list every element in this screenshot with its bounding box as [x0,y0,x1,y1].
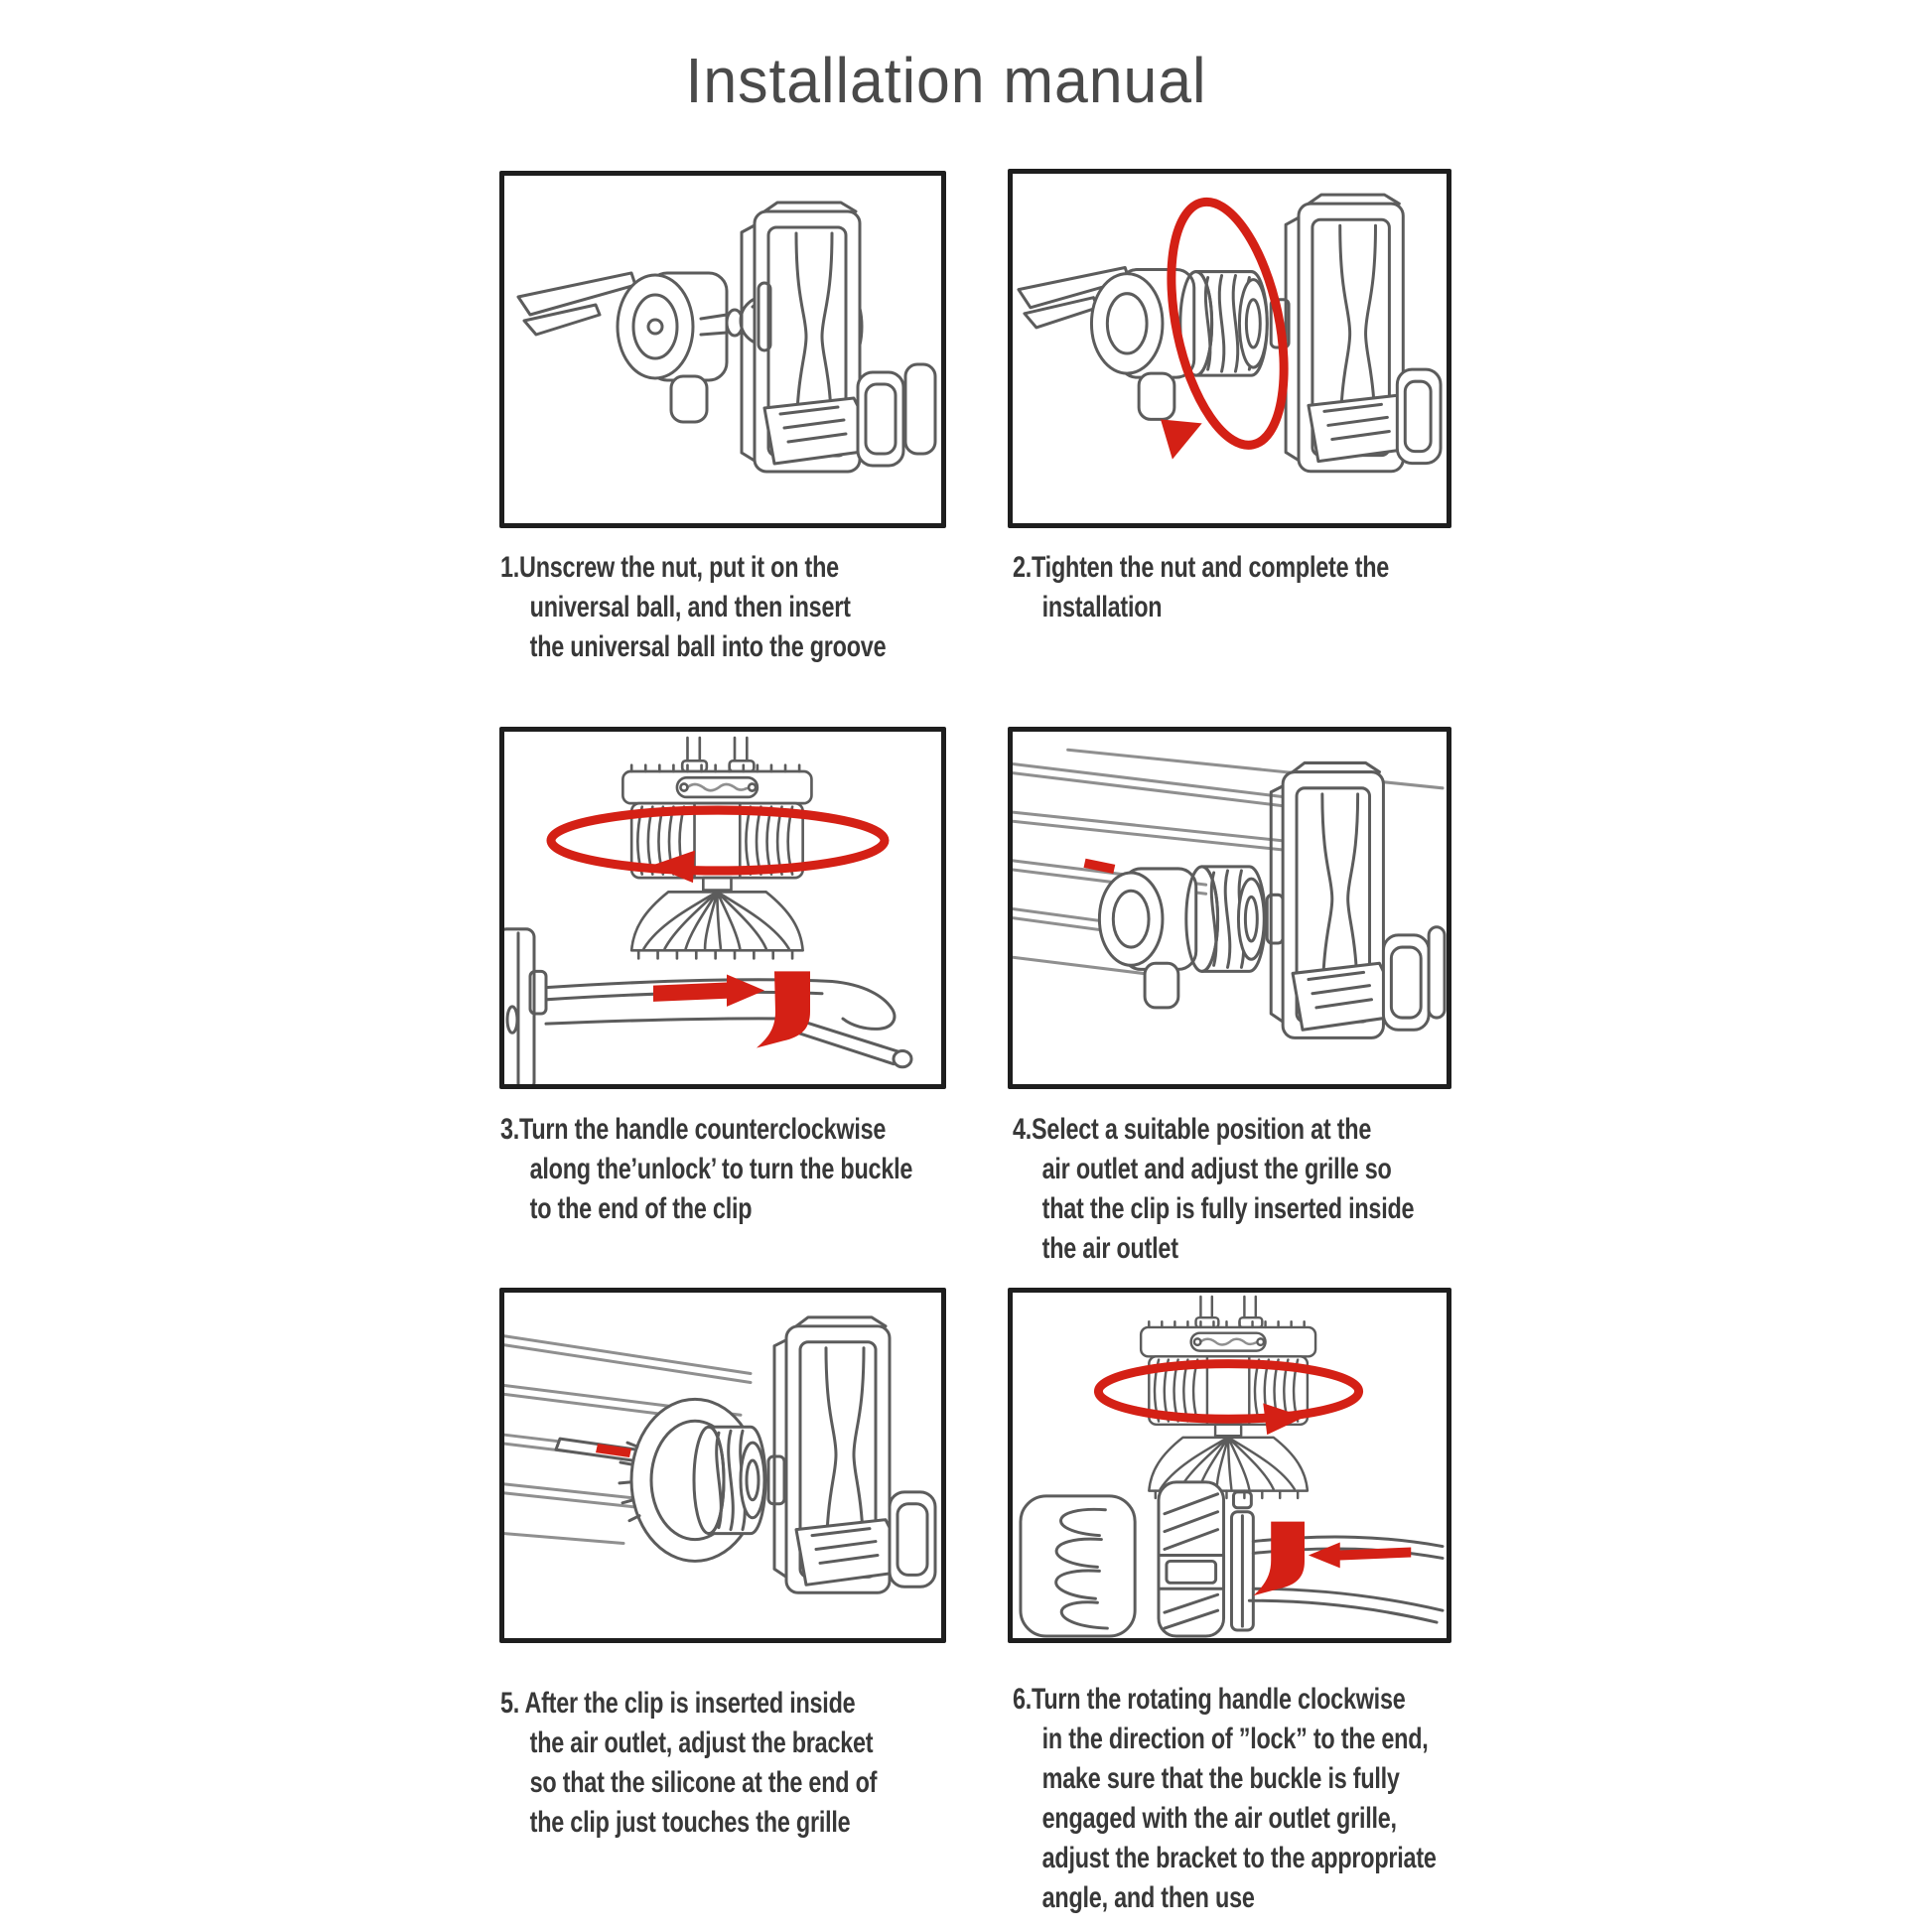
bracket-drawing [1286,195,1441,472]
step-5-figure [499,1288,946,1643]
caption-line: the clip just touches the grille [529,1806,851,1839]
step-2-caption [1013,548,1389,627]
caption-line: in the direction of ”lock” to the end, [1041,1723,1429,1755]
caption-line: engaged with the air outlet grille, [1041,1802,1397,1835]
caption-line: angle, and then use [1041,1881,1255,1914]
buckle-highlight [1253,1522,1305,1596]
step-3-caption [500,1110,912,1229]
caption-line: the universal ball into the groove [529,630,887,663]
caption-line: that the clip is fully inserted inside [1041,1192,1415,1225]
step-2-illustration [1013,174,1447,523]
step-6-caption [1013,1680,1437,1918]
step-2-figure [1008,169,1451,528]
step-1-caption [500,548,886,667]
step-4-caption [1013,1110,1414,1269]
step-4-figure [1008,727,1451,1089]
step-4-illustration [1013,732,1447,1084]
caption-line: to the end of the clip [529,1192,753,1225]
caption-line: 3.Turn the handle counterclockwise [500,1113,887,1146]
caption-line: so that the silicone at the end of [529,1766,878,1799]
silicone-pad-drawing [1159,1482,1224,1636]
step-3-illustration [504,732,941,1084]
bracket-drawing [774,1317,935,1592]
page-title: Installation manual [685,45,1207,116]
caption-line: along the’unlock’ to turn the buckle [529,1153,913,1185]
caption-line: air outlet and adjust the grille so [1041,1153,1392,1185]
bracket-drawing [1271,762,1445,1037]
caption-line: 2.Tighten the nut and complete the [1013,551,1390,584]
clip-side-drawing [504,929,911,1084]
caption-line: installation [1041,591,1163,623]
nut-drawing [620,1399,784,1561]
step-6-figure [1008,1288,1451,1643]
rotating-handle-drawing [622,738,811,958]
lock-direction-arrow-icon [1309,1543,1411,1569]
nut-drawing [1099,867,1283,1008]
step-5-caption [500,1684,877,1843]
caption-line: 1.Unscrew the nut, put it on the [500,551,839,584]
buckle-highlight [757,971,810,1047]
caption-line: universal ball, and then insert [529,591,851,623]
step-6-illustration [1013,1293,1447,1638]
caption-line: 6.Turn the rotating handle clockwise [1013,1683,1406,1716]
caption-line: make sure that the buckle is fully [1041,1762,1400,1795]
caption-line: 5. After the clip is inserted inside [500,1687,856,1720]
caption-line: the air outlet, adjust the bracket [529,1726,874,1759]
rotating-handle-drawing [1141,1297,1315,1498]
caption-line: 4.Select a suitable position at the [1013,1113,1372,1146]
caption-line: the air outlet [1041,1232,1178,1265]
step-3-figure [499,727,946,1089]
step-1-figure [499,171,946,528]
step-1-illustration [504,176,941,523]
step-5-illustration [504,1293,941,1638]
spring-drawing [1021,1496,1135,1636]
vent-clip-drawing [518,273,727,422]
caption-line: adjust the bracket to the appropriate [1041,1842,1437,1874]
bracket-drawing [742,203,935,472]
